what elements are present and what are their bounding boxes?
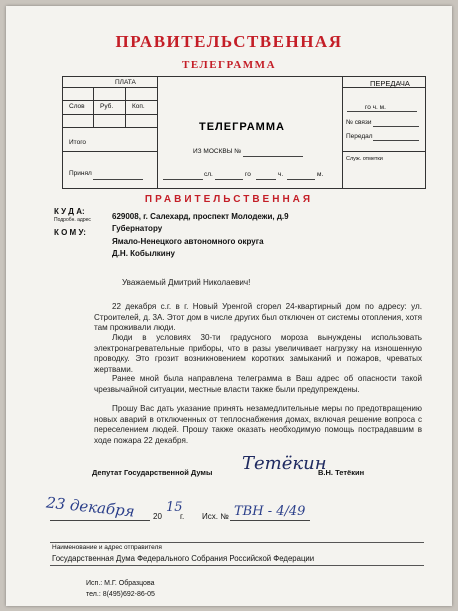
ish-label: Исх. №: [202, 512, 229, 521]
year-prefix: 20: [153, 512, 162, 521]
go-label: го: [245, 171, 251, 178]
executor-phone: тел.: 8(495)692-86-05: [86, 591, 155, 598]
slov-label: Слов: [69, 103, 85, 110]
go-ch-m-label: го ч. м.: [365, 104, 386, 111]
kuda-value: 629008, г. Салехард, проспект Молодежи, д.9: [112, 212, 289, 221]
ch-label: ч.: [278, 171, 284, 178]
komu-line-2: Ямало-Ненецкого автономного округа: [112, 237, 264, 246]
sender-value: Государственная Дума Федерального Собрания Российской Федерации: [52, 554, 315, 563]
handwritten-signature: Тетёкин: [242, 453, 327, 474]
rub-label: Руб.: [100, 103, 114, 110]
peredacha-label: ПЕРЕДАЧА: [370, 79, 410, 88]
komu-line-3: Д.Н. Кобылкину: [112, 249, 175, 258]
executor-name: Исп.: М.Г. Образцова: [86, 580, 155, 587]
prinyal-label: Принял: [69, 170, 92, 177]
banner-red: ПРАВИТЕЛЬСТВЕННАЯ: [144, 194, 314, 205]
signature-name: В.Н. Тетёкин: [318, 468, 365, 477]
itogo-label: Итого: [69, 139, 87, 146]
header-subtitle: ТЕЛЕГРАММА: [181, 59, 277, 71]
komu-line-1: Губернатору: [112, 224, 163, 233]
handwritten-date: 23 декабря: [45, 493, 136, 521]
iz-moskvy-label: ИЗ МОСКВЫ №: [193, 148, 242, 155]
handwritten-ish-number: ТВН - 4/49: [234, 504, 306, 519]
komu-label: К О М У:: [54, 228, 86, 237]
sender-label: Наименование и адрес отправителя: [52, 544, 162, 551]
signature-position: Депутат Государственной Думы: [92, 468, 213, 477]
telegram-form: [62, 76, 426, 189]
sl-label: сл.: [204, 171, 213, 178]
plata-label: ПЛАТА: [115, 79, 136, 86]
podrobn-label: Подробн. адрес: [54, 217, 91, 223]
form-telegram-title: ТЕЛЕГРАММА: [199, 121, 285, 133]
letter-paragraph-1: 22 декабря с.г. в г. Новый Уренгой сгорел 24-квартирный дом по адресу: ул. Строителей, д. 3А. Этот дом в числе других был отключен от системы отопления, хотя там проживали люди.: [94, 302, 422, 332]
kop-label: Коп.: [132, 103, 145, 110]
handwritten-year: 15: [166, 500, 183, 515]
header-title: ПРАВИТЕЛЬСТВЕННАЯ: [115, 32, 343, 51]
sluzh-label: Служ. отметки: [346, 156, 383, 162]
letter-paragraph-2: Люди в условиях 30-ти градусного мороза вынуждены использовать электронагревательные приборы, что в разы увеличивает нагрузку на изношенную проводку. Это грозит возникновением коротких замыканий и пожаров, чреватых жертвами.: [94, 333, 422, 374]
letter-greeting: Уважаемый Дмитрий Николаевич!: [122, 278, 251, 287]
kuda-label: К У Д А:: [54, 207, 85, 216]
letter-paragraph-4: Прошу Вас дать указание принять незамедлительные меры по предотвращению новых аварий в отключенных от теплоснабжения домах, включая решение вопроса с переселением людей. Прошу также оказать необходимую помощь пострадавшим в ходе пожара 22 декабря.: [94, 404, 422, 445]
year-suffix: г.: [180, 512, 185, 521]
letter-paragraph-3: Ранее мной была направлена телеграмма в Ваш адрес об опасности такой чрезвычайной ситуации, местные власти также были предупреждены.: [94, 374, 422, 394]
no-svyazi-label: № связи: [346, 119, 372, 126]
m-label: м.: [317, 171, 324, 178]
telegram-sheet: [6, 6, 452, 606]
peredal-label: Передал: [346, 133, 373, 140]
